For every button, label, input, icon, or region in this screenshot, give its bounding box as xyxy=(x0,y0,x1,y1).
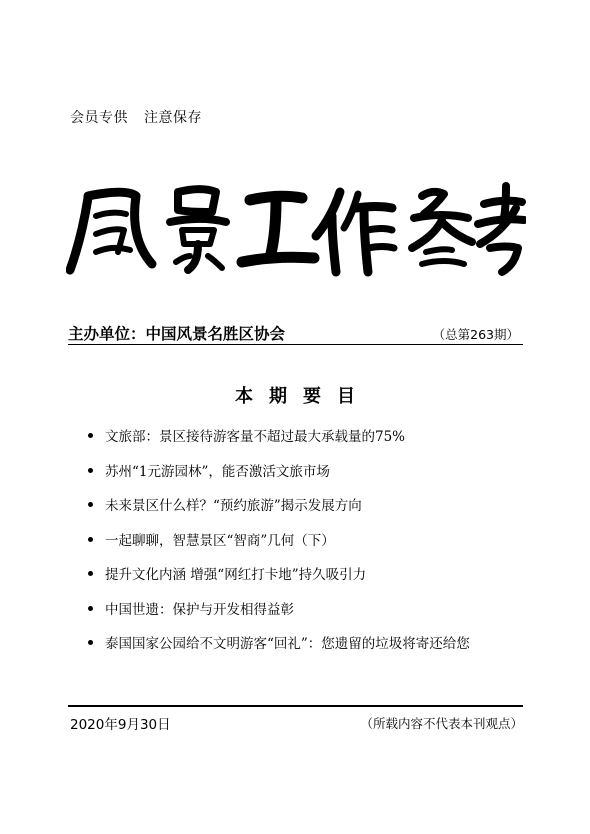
bullet-icon xyxy=(88,640,93,645)
toc-item-text: 苏州“1元游园林”，能否激活文旅市场 xyxy=(105,463,330,480)
toc-item[interactable] xyxy=(88,599,538,634)
notice-keep-safe: 注意保存 xyxy=(144,110,202,126)
toc-item[interactable] xyxy=(88,426,538,461)
bullet-icon xyxy=(88,571,93,576)
toc-item[interactable] xyxy=(88,564,538,599)
member-notice xyxy=(70,107,202,127)
toc-item[interactable] xyxy=(88,633,538,668)
bullet-icon xyxy=(88,468,93,473)
toc-item-text: 中国世遗：保护与开发相得益彰 xyxy=(105,601,294,618)
bullet-icon xyxy=(88,537,93,542)
toc-item-text: 文旅部：景区接待游客量不超过最大承载量的75% xyxy=(105,429,406,445)
publication-date: 2020年9月30日 xyxy=(70,717,171,733)
table-of-contents xyxy=(88,426,538,668)
toc-item[interactable] xyxy=(88,530,538,565)
masthead-logo xyxy=(66,178,526,278)
toc-item-text: 泰国国家公园给不文明游客“回礼”：您遗留的垃圾将寄还给您 xyxy=(105,636,470,652)
bullet-icon xyxy=(88,606,93,611)
footer-divider xyxy=(68,705,523,707)
notice-members-only: 会员专供 xyxy=(70,110,128,126)
publisher-label: 主办单位：中国风景名胜区协会 xyxy=(68,325,286,343)
masthead-char-feng xyxy=(70,192,152,270)
publisher-row xyxy=(68,322,523,346)
bullet-icon xyxy=(88,502,93,507)
toc-item[interactable] xyxy=(88,461,538,496)
masthead-char-can xyxy=(412,192,472,264)
masthead-calligraphy-title xyxy=(66,178,526,278)
disclaimer-note: （所载内容不代表本刊观点） xyxy=(360,716,523,731)
header-divider xyxy=(68,344,523,345)
contents-title: 本期要目 xyxy=(235,386,371,407)
toc-item-text: 未来景区什么样？“预约旅游”揭示发展方向 xyxy=(105,498,362,514)
toc-item[interactable] xyxy=(88,495,538,530)
masthead-char-kao xyxy=(478,186,524,272)
toc-item-text: 提升文化内涵 增强“网红打卡地”持久吸引力 xyxy=(105,567,367,583)
issue-number: （总第263期） xyxy=(432,327,519,342)
bullet-icon xyxy=(88,433,93,438)
masthead-char-zuo xyxy=(316,192,394,272)
toc-item-text: 一起聊聊，智慧景区“智商”几何（下） xyxy=(105,532,335,549)
masthead-char-jing xyxy=(170,189,226,270)
masthead-char-gong xyxy=(242,196,314,262)
